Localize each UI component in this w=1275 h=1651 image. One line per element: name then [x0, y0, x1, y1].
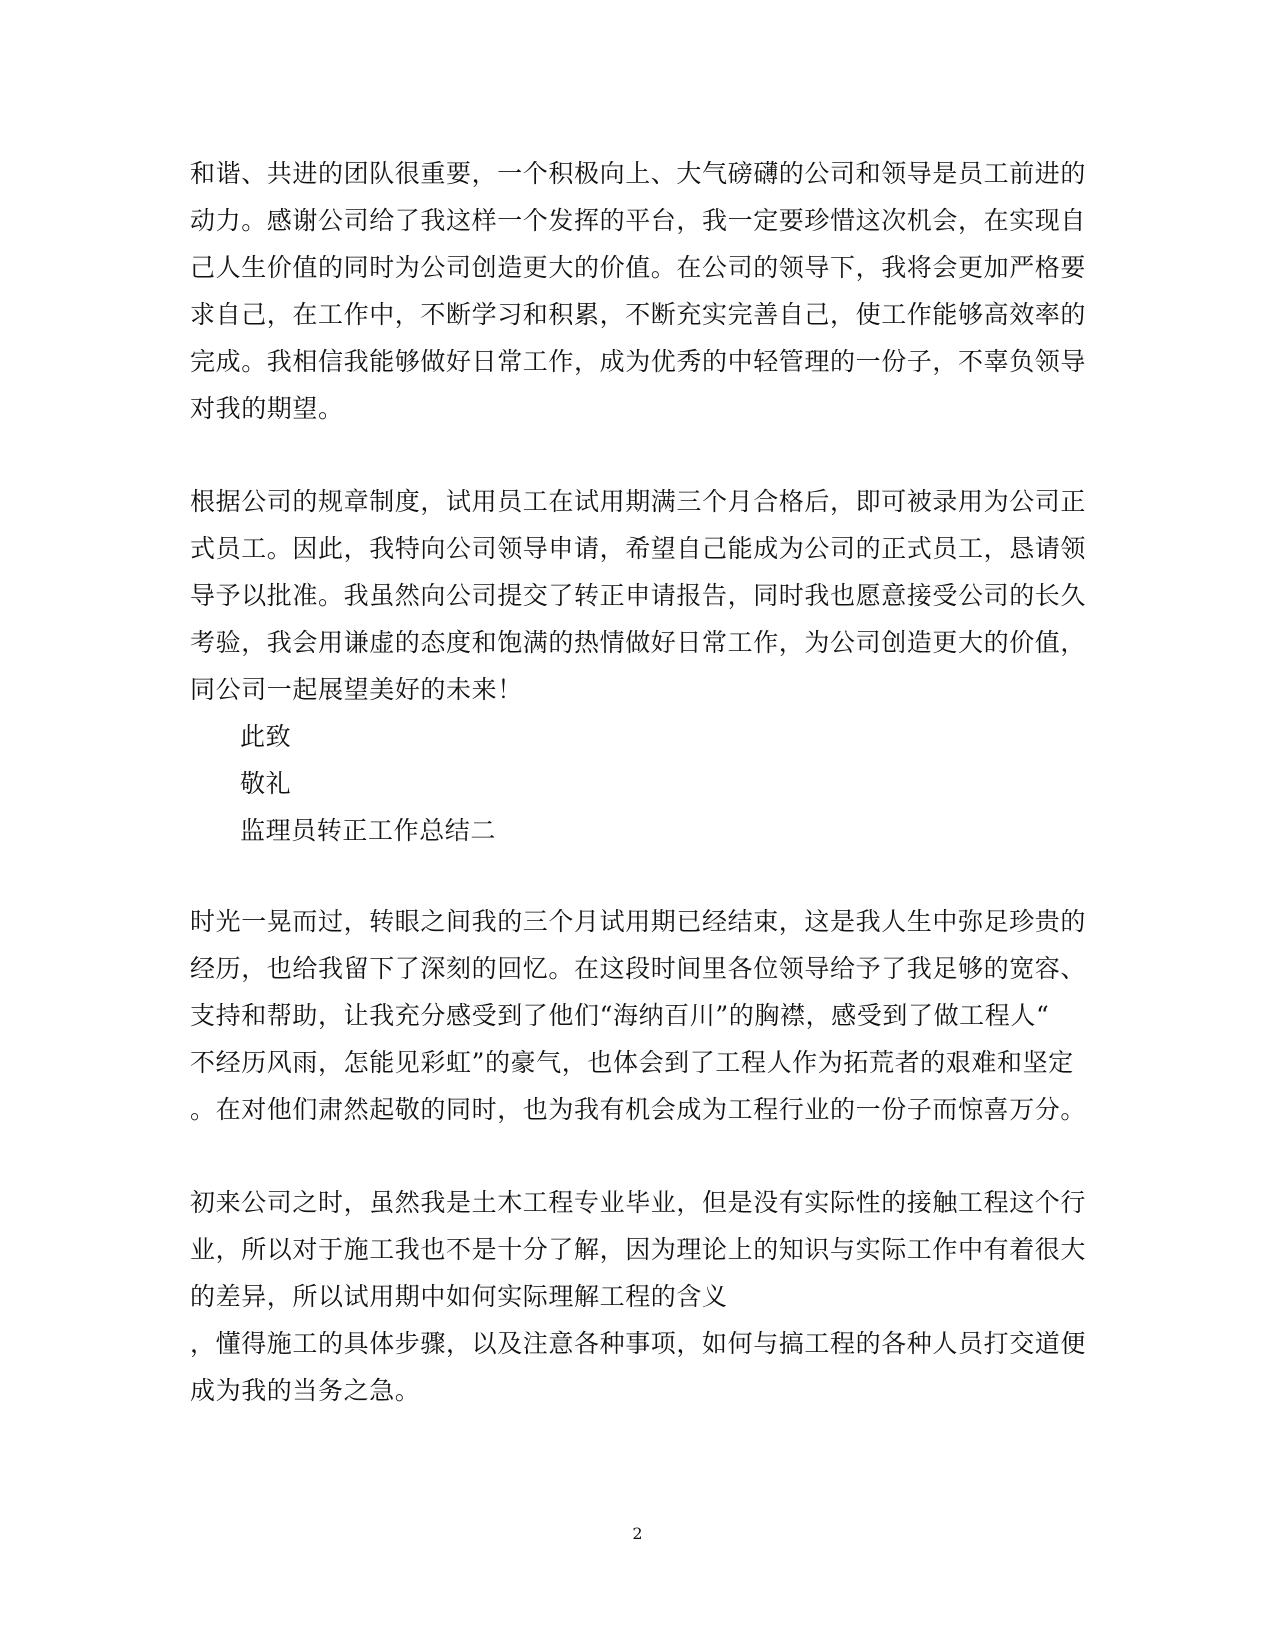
paragraph-3-line-3: 支持和帮助，让我充分感受到了他们“海纳百川”的胸襟，感受到了做工程人“ [190, 1001, 1050, 1030]
paragraph-4-line-2: 业，所以对于施工我也不是十分了解，因为理论上的知识与实际工作中有着很大 [190, 1235, 1087, 1264]
paragraph-4-line-3: 的差异，所以试用期中如何实际理解工程的含义 [190, 1282, 728, 1311]
paragraph-4-line-1: 初来公司之时，虽然我是土木工程专业毕业，但是没有实际性的接触工程这个行 [190, 1188, 1087, 1217]
paragraph-2-line-1: 根据公司的规章制度，试用员工在试用期满三个月合格后，即可被录用为公司正 [190, 487, 1087, 516]
paragraph-1-line-5: 完成。我相信我能够做好日常工作，成为优秀的中轻管理的一份子，不辜负领导 [190, 347, 1087, 376]
paragraph-2-line-4: 考验，我会用谦虚的态度和饱满的热情做好日常工作，为公司创造更大的价值， [190, 628, 1087, 657]
paragraph-1-line-4: 求自己，在工作中，不断学习和积累，不断充实完善自己，使工作能够高效率的 [190, 300, 1087, 329]
paragraph-3-line-4: 不经历风雨，怎能见彩虹”的豪气，也体会到了工程人作为拓荒者的艰难和坚定 [190, 1048, 1074, 1077]
paragraph-4-line-5: 成为我的当务之急。 [190, 1376, 421, 1405]
page-number: 2 [632, 1524, 643, 1543]
paragraph-2-line-2: 式员工。因此，我特向公司领导申请，希望自己能成为公司的正式员工，恳请领 [190, 534, 1087, 563]
paragraph-3-line-5: 。在对他们肃然起敬的同时，也为我有机会成为工程行业的一份子而惊喜万分。 [190, 1095, 1087, 1124]
paragraph-1-line-1: 和谐、共进的团队很重要，一个积极向上、大气磅礴的公司和领导是员工前进的 [190, 159, 1087, 188]
paragraph-1-line-2: 动力。感谢公司给了我这样一个发挥的平台，我一定要珍惜这次机会，在实现自 [190, 206, 1087, 235]
paragraph-3-line-1: 时光一晃而过，转眼之间我的三个月试用期已经结束，这是我人生中弥足珍贵的 [190, 907, 1087, 936]
section-title: 监理员转正工作总结二 [240, 816, 497, 845]
closing-line-2: 敬礼 [240, 769, 292, 798]
paragraph-2-line-3: 导予以批准。我虽然向公司提交了转正申请报告，同时我也愿意接受公司的长久 [190, 581, 1087, 610]
paragraph-1-line-6: 对我的期望。 [190, 394, 344, 423]
paragraph-2-line-5: 同公司一起展望美好的未来！ [190, 675, 523, 704]
paragraph-1-line-3: 己人生价值的同时为公司创造更大的价值。在公司的领导下，我将会更加严格要 [190, 253, 1087, 282]
closing-line-1: 此致 [240, 722, 292, 751]
paragraph-4-line-4: ，懂得施工的具体步骤，以及注意各种事项，如何与搞工程的各种人员打交道便 [190, 1329, 1087, 1358]
paragraph-3-line-2: 经历，也给我留下了深刻的回忆。在这段时间里各位领导给予了我足够的宽容、 [190, 954, 1087, 983]
